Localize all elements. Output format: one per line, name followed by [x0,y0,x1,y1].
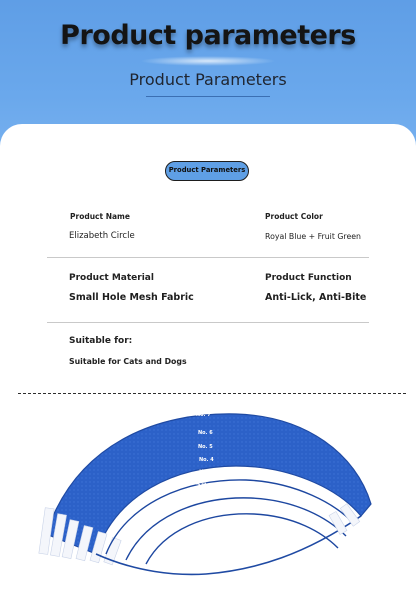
product-function-value: Anti-Lick, Anti-Bite [265,292,367,303]
size-label-5: No. 5 [198,444,213,450]
row-divider [47,322,369,323]
subtitle-underline [146,96,270,97]
product-name-value: Elizabeth Circle [69,231,135,241]
page-title: Product parameters [60,20,356,51]
product-material-label: Product Material [69,273,154,283]
product-function-label: Product Function [265,273,352,283]
product-material-value: Small Hole Mesh Fabric [69,292,194,303]
product-color-label: Product Color [265,212,323,221]
parameters-badge: Product Parameters [165,161,249,181]
size-label-2: 2号 [196,482,208,490]
collar-product-image [36,404,388,584]
size-label-1: 1号 [196,494,208,502]
product-name-label: Product Name [70,212,130,221]
title-glow [140,56,276,66]
page-subtitle: Product Parameters [129,70,287,89]
size-label-3: No. 3 [199,469,214,475]
row-divider [47,257,369,258]
suitable-for-value: Suitable for Cats and Dogs [69,357,187,366]
suitable-for-label: Suitable for: [69,336,133,346]
size-label-7: No. 7 [196,412,211,418]
size-label-4: No. 4 [199,457,214,463]
product-color-value: Royal Blue + Fruit Green [265,232,361,241]
size-label-6: No. 6 [198,430,213,436]
collar-stack-svg [36,404,388,584]
dashed-separator [18,393,406,394]
